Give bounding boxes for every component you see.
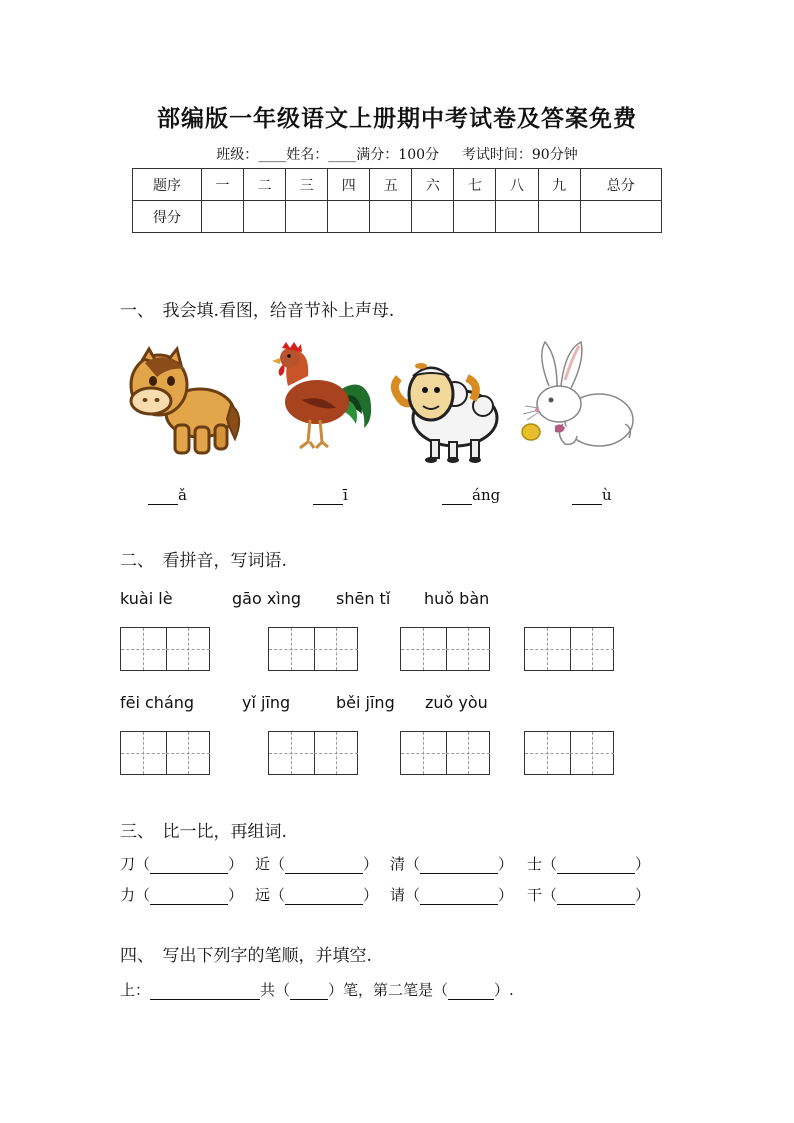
pinyin-label: huǒ bàn xyxy=(424,589,490,608)
fill-blank[interactable] xyxy=(420,886,498,905)
score-table-header-row xyxy=(133,169,662,201)
fill-blank[interactable] xyxy=(557,886,635,905)
pinyin-label: kuài lè xyxy=(120,589,173,608)
section-2-title: 二、 看拼音，写词语. xyxy=(120,551,287,571)
score-cell[interactable] xyxy=(454,201,496,233)
fill-blank[interactable] xyxy=(285,855,363,874)
fill-blank[interactable] xyxy=(150,855,228,874)
answer-final: ī xyxy=(343,486,348,504)
compare-item: 请（ ） xyxy=(390,886,514,904)
pinyin-label: yǐ jīng xyxy=(242,693,291,712)
score-table xyxy=(132,168,662,233)
score-cell[interactable] xyxy=(538,201,580,233)
section-4-title: 四、 写出下列字的笔顺，并填空. xyxy=(120,946,372,966)
sheep-illustration xyxy=(387,348,507,468)
writing-grid[interactable] xyxy=(400,731,490,775)
rooster-illustration xyxy=(262,340,382,460)
writing-grid[interactable] xyxy=(268,731,358,775)
answer-blank[interactable] xyxy=(313,486,343,505)
writing-grid[interactable] xyxy=(524,731,614,775)
answer-2 xyxy=(313,486,348,505)
compare-item: 干（ ） xyxy=(527,886,651,904)
compare-item: 刀（ ） xyxy=(120,855,244,873)
stroke-count-blank[interactable] xyxy=(290,981,328,1000)
answer-blank[interactable] xyxy=(572,486,602,505)
score-header-cell: 三 xyxy=(286,169,328,201)
answer-final: áng xyxy=(472,486,501,504)
score-cell[interactable] xyxy=(580,201,661,233)
rabbit-illustration xyxy=(515,340,635,460)
score-row-label: 得分 xyxy=(133,201,202,233)
fill-blank[interactable] xyxy=(285,886,363,905)
fill-blank[interactable] xyxy=(557,855,635,874)
pinyin-label: běi jīng xyxy=(336,693,395,712)
score-cell[interactable] xyxy=(202,201,244,233)
score-cell[interactable] xyxy=(496,201,538,233)
score-table-row xyxy=(133,201,662,233)
compare-item: 远（ ） xyxy=(255,886,379,904)
pinyin-label: gāo xìng xyxy=(232,589,302,608)
compare-item: 近（ ） xyxy=(255,855,379,873)
stroke-order-question: 上： 共（ ）笔，第二笔是（ ）. xyxy=(120,981,514,999)
score-header-cell: 一 xyxy=(202,169,244,201)
score-header-cell: 七 xyxy=(454,169,496,201)
score-header-cell: 四 xyxy=(328,169,370,201)
answer-final: ǎ xyxy=(178,486,187,504)
writing-grid[interactable] xyxy=(524,627,614,671)
score-header-cell: 六 xyxy=(412,169,454,201)
answer-blank[interactable] xyxy=(148,486,178,505)
score-header-cell: 九 xyxy=(538,169,580,201)
pinyin-label: shēn tǐ xyxy=(336,589,391,608)
answer-4 xyxy=(572,486,612,505)
exam-meta: 班级：____姓名：____满分：100分 考试时间：90分钟 xyxy=(216,147,578,163)
section-1-title: 一、 我会填.看图，给音节补上声母. xyxy=(120,301,395,321)
score-header-cell: 题序 xyxy=(133,169,202,201)
section-3-title: 三、 比一比，再组词. xyxy=(120,822,287,842)
fill-blank[interactable] xyxy=(150,886,228,905)
pinyin-label: zuǒ yòu xyxy=(425,693,488,712)
answer-final: ù xyxy=(602,486,612,504)
writing-grid[interactable] xyxy=(400,627,490,671)
score-header-cell: 二 xyxy=(244,169,286,201)
answer-3 xyxy=(442,486,500,505)
score-cell[interactable] xyxy=(370,201,412,233)
score-header-cell: 五 xyxy=(370,169,412,201)
writing-grid[interactable] xyxy=(268,627,358,671)
compare-item: 力（ ） xyxy=(120,886,244,904)
score-cell[interactable] xyxy=(328,201,370,233)
fill-blank[interactable] xyxy=(420,855,498,874)
score-cell[interactable] xyxy=(286,201,328,233)
answer-blank[interactable] xyxy=(442,486,472,505)
writing-grid[interactable] xyxy=(120,731,210,775)
score-cell[interactable] xyxy=(244,201,286,233)
score-cell[interactable] xyxy=(412,201,454,233)
score-header-cell: 八 xyxy=(496,169,538,201)
horse-illustration xyxy=(125,345,245,465)
score-header-cell: 总分 xyxy=(580,169,661,201)
answer-1 xyxy=(148,486,187,505)
writing-grid[interactable] xyxy=(120,627,210,671)
second-stroke-blank[interactable] xyxy=(448,981,494,1000)
compare-item: 清（ ） xyxy=(390,855,514,873)
pinyin-label: fēi cháng xyxy=(120,693,195,712)
compare-item: 士（ ） xyxy=(527,855,651,873)
page-title: 部编版一年级语文上册期中考试卷及答案免费 xyxy=(157,105,637,132)
stroke-order-blank[interactable] xyxy=(150,981,260,1000)
